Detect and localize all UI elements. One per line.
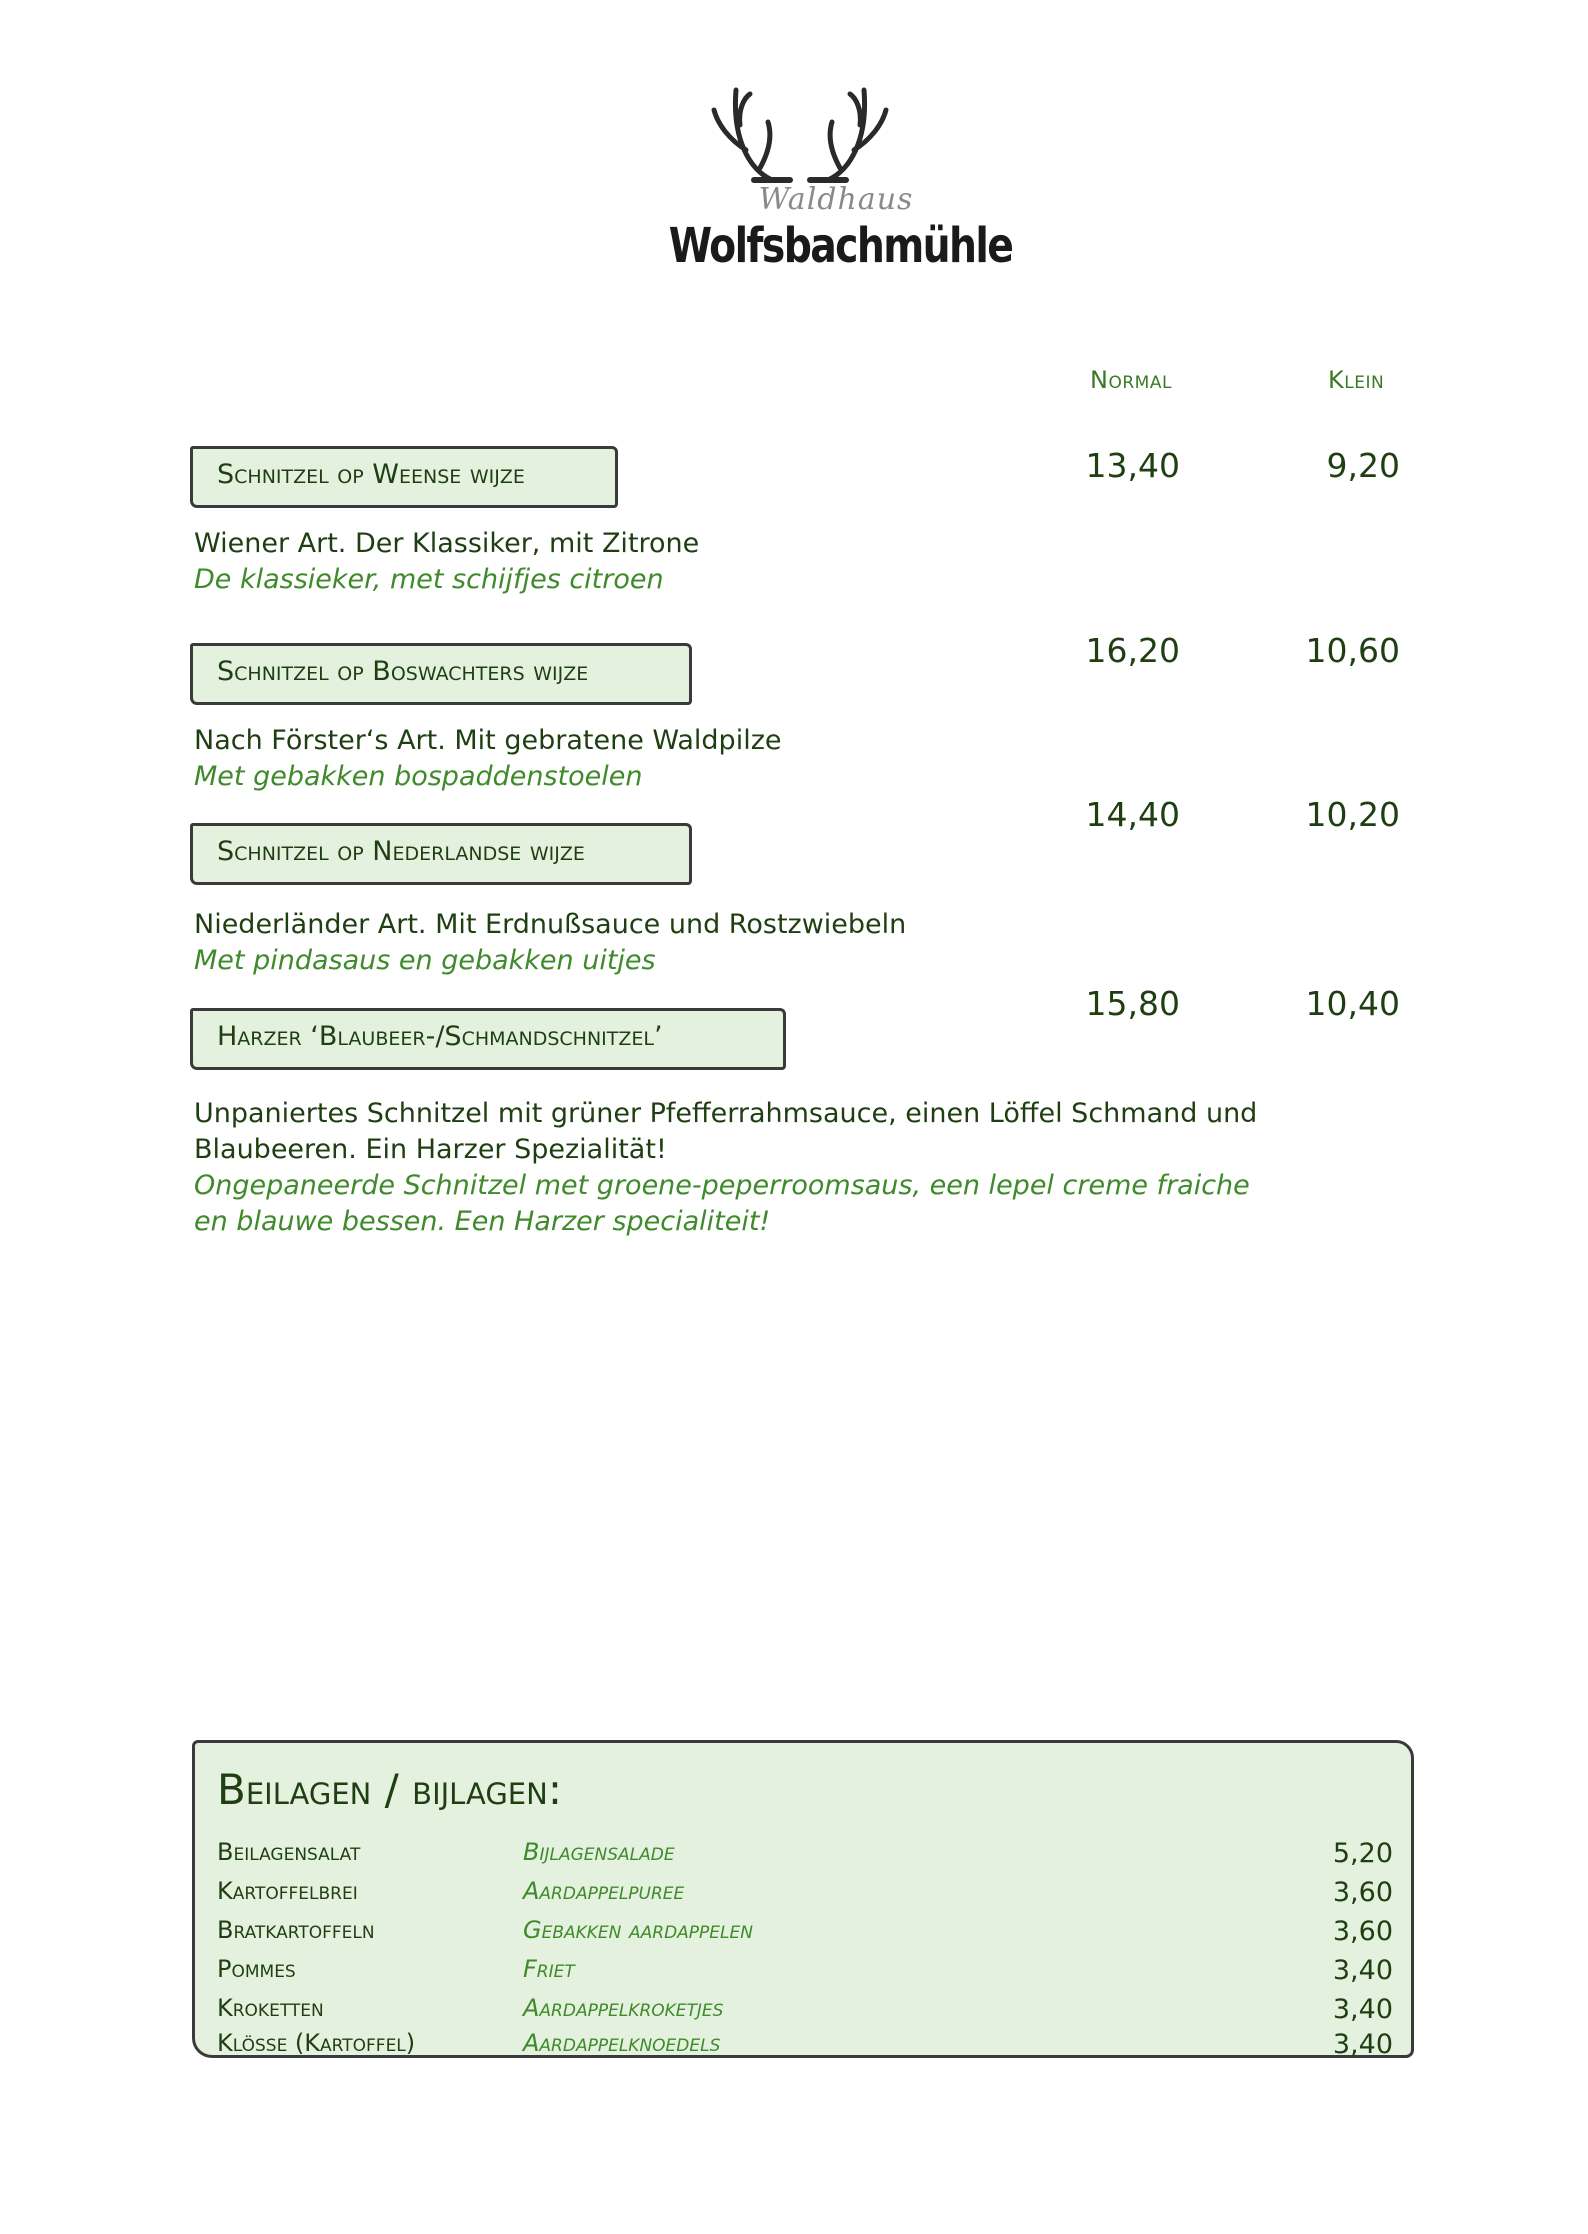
price-klein: 10,20 [1305,795,1400,834]
side-dish-price: 3,60 [1332,1916,1393,1947]
side-dish-price: 3,40 [1332,1994,1393,2025]
price-klein: 10,40 [1305,984,1400,1023]
side-dishes-title: Beilagen / bijlagen: [217,1765,562,1814]
price-klein: 9,20 [1326,446,1400,485]
dish-description-nl: Ongepaneerde Schnitzel met groene-peperroomsaus, een lepel creme fraiche [194,1170,1250,1201]
side-dish-name-de: Bratkartoffeln [217,1916,375,1944]
dish-title: Schnitzel op Nederlandse wijze [190,823,692,885]
side-dish-name-nl: Aardappelkroketjes [523,1994,724,2022]
side-dish-row [217,2029,1393,2060]
side-dish-row [217,1955,1393,1994]
dish-description-de: Niederländer Art. Mit Erdnußsauce und Rostzwiebeln [194,909,907,940]
brand-name: Wolfsbachmühle [668,218,1013,274]
dish-description-de: Blaubeeren. Ein Harzer Spezialität! [194,1134,667,1165]
side-dish-name-nl: Aardappelknoedels [523,2029,721,2057]
price-klein: 10,60 [1305,631,1400,670]
dish-title: Harzer ‘Blaubeer-/Schmandschnitzel’ [190,1008,786,1070]
dish-description-nl: Met gebakken bospaddenstoelen [194,761,643,792]
side-dish-name-nl: Gebakken aardappelen [523,1916,753,1944]
dish-title: Schnitzel op Boswachters wijze [190,643,692,705]
side-dish-name-nl: Friet [523,1955,575,1983]
column-header-normal: Normal [1090,366,1172,394]
side-dish-price: 3,40 [1332,2029,1393,2060]
side-dish-price: 3,40 [1332,1955,1393,1986]
dish-description-de: Wiener Art. Der Klassiker, mit Zitrone [194,528,700,559]
side-dish-name-de: Beilagensalat [217,1838,361,1866]
price-normal: 13,40 [1085,446,1180,485]
side-dish-price: 5,20 [1332,1838,1393,1869]
side-dish-name-de: Kroketten [217,1994,324,2022]
column-header-klein: Klein [1328,366,1385,394]
price-normal: 16,20 [1085,631,1180,670]
dish-description-nl: en blauwe bessen. Een Harzer specialiteit! [194,1206,771,1237]
side-dish-name-de: Klöße (Kartoffel) [217,2029,416,2057]
dish-description-nl: De klassieker, met schijfjes citroen [194,564,664,595]
side-dish-name-de: Kartoffelbrei [217,1877,358,1905]
side-dish-name-nl: Bijlagensalade [523,1838,675,1866]
brand-logo [640,80,1013,290]
side-dish-row [217,1994,1393,2033]
side-dish-name-de: Pommes [217,1955,296,1983]
side-dish-row [217,1877,1393,1916]
dish-description-de: Unpaniertes Schnitzel mit grüner Pfefferrahmsauce, einen Löffel Schmand und [194,1098,1258,1129]
side-dish-row [217,1838,1393,1877]
price-normal: 14,40 [1085,795,1180,834]
price-normal: 15,80 [1085,984,1180,1023]
dish-description-nl: Met pindasaus en gebakken uitjes [194,945,656,976]
side-dishes-panel [192,1740,1414,2058]
brand-small-text: Waldhaus [758,182,914,217]
dish-description-de: Nach Förster‘s Art. Mit gebratene Waldpilze [194,725,782,756]
dish-title: Schnitzel op Weense wijze [190,446,618,508]
side-dish-price: 3,60 [1332,1877,1393,1908]
antlers-icon [710,80,890,190]
side-dish-row [217,1916,1393,1955]
side-dish-name-nl: Aardappelpuree [523,1877,685,1905]
